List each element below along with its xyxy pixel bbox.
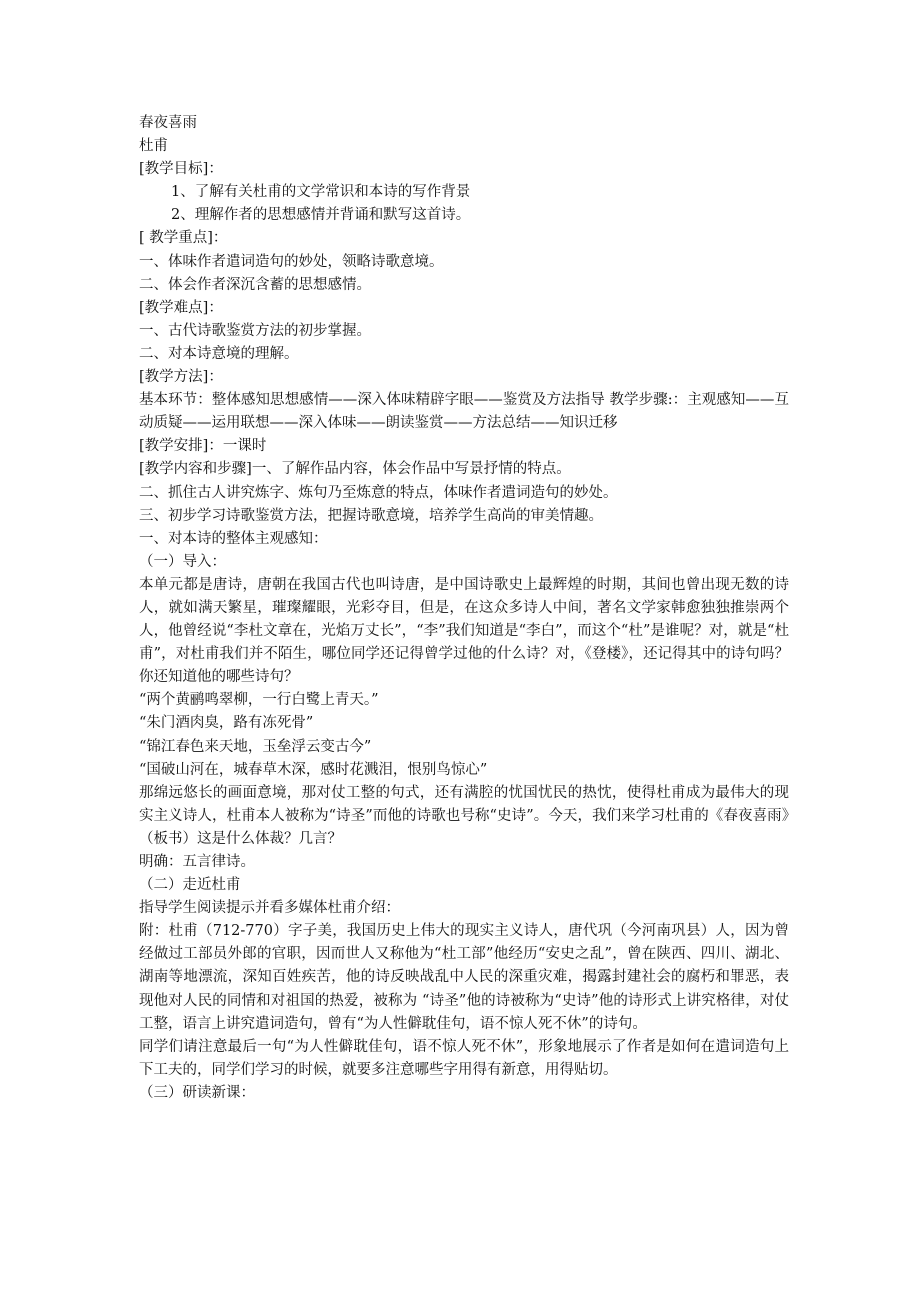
biography-paragraph: 附：杜甫（712-770）字子美，我国历史上伟大的现实主义诗人，唐代巩（今河南巩县）人，因为曾经做过工部员外郎的官职，因而世人又称他为“杜工部”他经历“安史之乱”，曾在陕西、四川、湖北、湖南等地漂流，深知百姓疾苦，他的诗反映战乱中人民的深重灾难，揭露封建社会的腐朽和罪恶，表现他对人民的同情和对祖国的热爱，被称为 “诗圣”他的诗被称为“史诗”他的诗形式上讲究格律，对仗工整，语言上讲究遣词造句，曾有“为人性僻耽佳句，语不惊人死不休”的诗句。: [139, 923, 789, 1032]
objective-item: 1、了解有关杜甫的文学常识和本诗的写作背景: [171, 184, 471, 201]
objectives-heading: [教学目标]：: [139, 161, 223, 178]
difficulties-heading: [教学难点]：: [139, 299, 223, 316]
key-point-item: 一、体味作者遣词造句的妙处，领略诗歌意境。: [139, 253, 444, 270]
subsection-heading: （一）导入：: [139, 553, 226, 570]
note-paragraph: 同学们请注意最后一句“为人性僻耽佳句，语不惊人死不休”，形象地展示了作者是如何在遣词造句上下工夫的，同学们学习的时候，就要多注意哪些字用得有新意，用得贴切。: [139, 1038, 789, 1078]
content-step: 二、抓住古人讲究炼字、炼句乃至炼意的特点，体味作者遣词造句的妙处。: [139, 484, 618, 501]
poem-quote: “两个黄鹂鸣翠柳，一行白鹭上青天。”: [139, 692, 379, 709]
key-points-heading: [ 教学重点]：: [139, 230, 228, 247]
difficulty-item: 二、对本诗意境的理解。: [139, 345, 299, 362]
methods-paragraph: 基本环节：整体感知思想感情——深入体味精辟字眼——鉴赏及方法指导 教学步骤:：主观感知——互动质疑——运用联想——深入体味——朗读鉴赏——方法总结——知识迁移: [139, 392, 789, 432]
difficulty-item: 一、古代诗歌鉴赏方法的初步掌握。: [139, 322, 371, 339]
poem-author: 杜甫: [139, 138, 168, 155]
intro-paragraph: 本单元都是唐诗，唐朝在我国古代也叫诗唐，是中国诗歌史上最辉煌的时期，其间也曾出现无数的诗人，就如满天繁星，璀璨耀眼，光彩夺目，但是，在这众多诗人中间，著名文学家韩愈独独推崇两个人，他曾经说“李杜文章在，光焰万丈长”，“李”我们知道是“李白”，而这个“杜”是谁呢？对，就是“杜甫”，对杜甫我们并不陌生，哪位同学还记得曾学过他的什么诗？对，《登楼》，还记得其中的诗句吗？你还知道他的哪些诗句？: [139, 576, 789, 686]
key-point-item: 二、体会作者深沉含蓄的思想感情。: [139, 276, 371, 293]
subsection-heading: （三）研读新课：: [139, 1084, 255, 1101]
objective-item: 2、理解作者的思想感情并背诵和默写这首诗。: [171, 207, 471, 224]
subsection-heading: （二）走近杜甫: [139, 877, 241, 894]
methods-heading: [教学方法]：: [139, 369, 223, 386]
answer-line: 明确：五言律诗。: [139, 854, 255, 870]
poem-title: 春夜喜雨: [139, 115, 197, 131]
poem-quote: “朱门酒肉臭，路有冻死骨”: [139, 715, 314, 732]
section-heading: 一、对本诗的整体主观感知：: [139, 530, 328, 547]
after-quotes-paragraph: 那绵远悠长的画面意境，那对仗工整的句式，还有满腔的忧国忧民的热忱，使得杜甫成为最伟大的现实主义诗人，杜甫本人被称为“诗圣”而他的诗歌也号称“史诗”。今天，我们来学习杜甫的《春夜喜雨》（板书）这是什么体裁？几言？: [139, 784, 789, 847]
content-step: [教学内容和步骤]一、了解作品内容，体会作品中写景抒情的特点。: [139, 461, 571, 478]
content-step: 三、初步学习诗歌鉴赏方法，把握诗歌意境，培养学生高尚的审美情趣。: [139, 507, 603, 524]
schedule-line: [教学安排]：一课时: [139, 438, 267, 455]
poem-quote: “锦江春色来天地，玉垒浮云变古今”: [139, 738, 372, 755]
guide-line: 指导学生阅读提示并看多媒体杜甫介绍：: [139, 900, 400, 917]
document-page: [139, 112, 789, 1105]
poem-quote: “国破山河在，城春草木深，感时花溅泪，恨别鸟惊心”: [139, 761, 488, 778]
